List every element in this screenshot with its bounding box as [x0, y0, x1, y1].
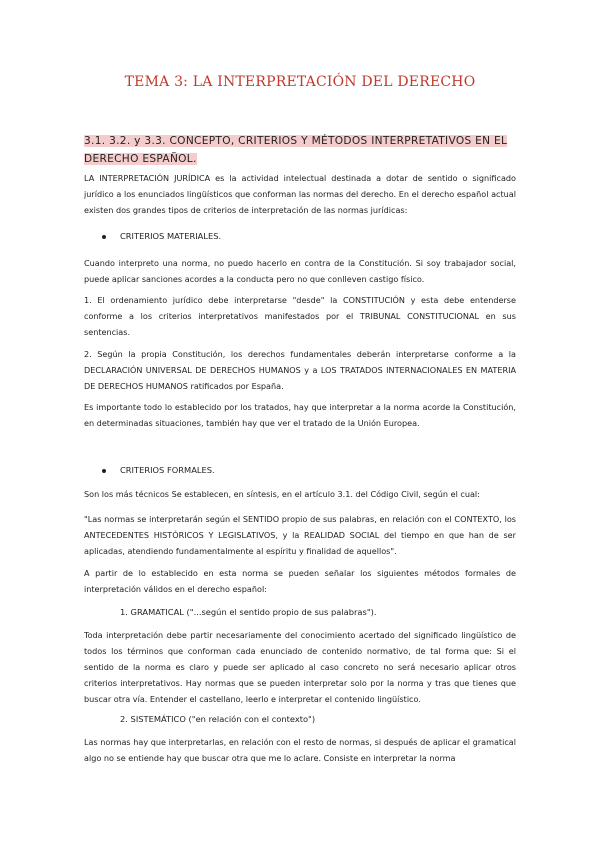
materiales-paragraph-3: 2. Según la propia Constitución, los derechos fundamentales deberán interpretarse conforme a la DECLARACIÓN UNIVERSAL DE DERECHOS HUMANOS y a LOS TRATADOS INTERNACIONALES EN MATERIA DE DERECHOS HUMANOS ratificados por España. [84, 349, 516, 391]
materiales-paragraph-2: 1. El ordenamiento jurídico debe interpretarse "desde" la CONSTITUCIÓN y esta debe entenderse conforme a los criterios interpretativos manifestados por el TRIBUNAL CONSTITUCIONAL en sus sentencias. [84, 295, 516, 337]
gramatical-heading: 1. GRAMATICAL ("...según el sentido propio de sus palabras"). [120, 607, 377, 617]
materiales-paragraph-4: Es importante todo lo establecido por los tratados, hay que interpretar a la norma acorde la Constitución, en determinadas situaciones, también hay que ver el tratado de la Unión Europea. [84, 402, 516, 428]
bullet-icon [102, 235, 106, 239]
bullet-formales-label: CRITERIOS FORMALES. [120, 465, 215, 475]
formales-paragraph-2: "Las normas se interpretarán según el SENTIDO propio de sus palabras, en relación con el CONTEXTO, los ANTECEDENTES HISTÓRICOS Y LEGISLATIVOS, y la REALIDAD SOCIAL del tiempo en que han de ser aplicadas, atendiendo fundamentalmente al espíritu y finalidad de aquellos". [84, 514, 516, 556]
formales-paragraph-1: Son los más técnicos Se establecen, en síntesis, en el artículo 3.1. del Código Civil, según el cual: [84, 489, 480, 499]
bullet-formales [102, 462, 215, 478]
sistematico-heading: 2. SISTEMÁTICO ("en relación con el contexto") [120, 714, 316, 724]
gramatical-paragraph: Toda interpretación debe partir necesariamente del conocimiento acertado del significado lingüístico de todos los términos que conforman cada enunciado de contenido normativo, de tal forma que: Si el sentido de la norma es claro y puede ser aplicado al caso concreto no será necesario aplicar otros criterios interpretativos. Hay normas que se pueden interpretar solo por la norma y tras que tienes que buscar otra vía. Entender el castellano, leerlo e interpretar el contenido lingüístico. [84, 630, 516, 704]
sistematico-paragraph: Las normas hay que interpretarlas, en relación con el resto de normas, si después de aplicar el gramatical algo no se entiende hay que buscar otra que me lo aclare. Consiste en interpretar la norma [84, 737, 516, 763]
intro-paragraph: LA INTERPRETACIÓN JURÍDICA es la actividad intelectual destinada a dotar de sentido o significado jurídico a los enunciados lingüísticos que conforman las normas del derecho. En el derecho español actual existen dos grandes tipos de criterios de interpretación de las normas jurídicas: [84, 173, 516, 215]
bullet-icon [102, 469, 106, 473]
section-heading-text: 3.1. 3.2. y 3.3. CONCEPTO, CRITERIOS Y MÉTODOS INTERPRETATIVOS EN EL DERECHO ESPAÑOL. [84, 135, 508, 165]
bullet-materiales-label: CRITERIOS MATERIALES. [120, 231, 222, 241]
section-heading [84, 132, 516, 168]
bullet-materiales [102, 228, 221, 244]
document-title: TEMA 3: LA INTERPRETACIÓN DEL DERECHO [124, 74, 476, 90]
materiales-paragraph-1: Cuando interpreto una norma, no puedo hacerlo en contra de la Constitución. Si soy trabajador social, puede aplicar sanciones acordes a la conducta pero no que conlleven castigo físico. [84, 258, 516, 284]
formales-paragraph-3: A partir de lo establecido en esta norma se pueden señalar los siguientes métodos formales de interpretación válidos en el derecho español: [84, 568, 516, 594]
